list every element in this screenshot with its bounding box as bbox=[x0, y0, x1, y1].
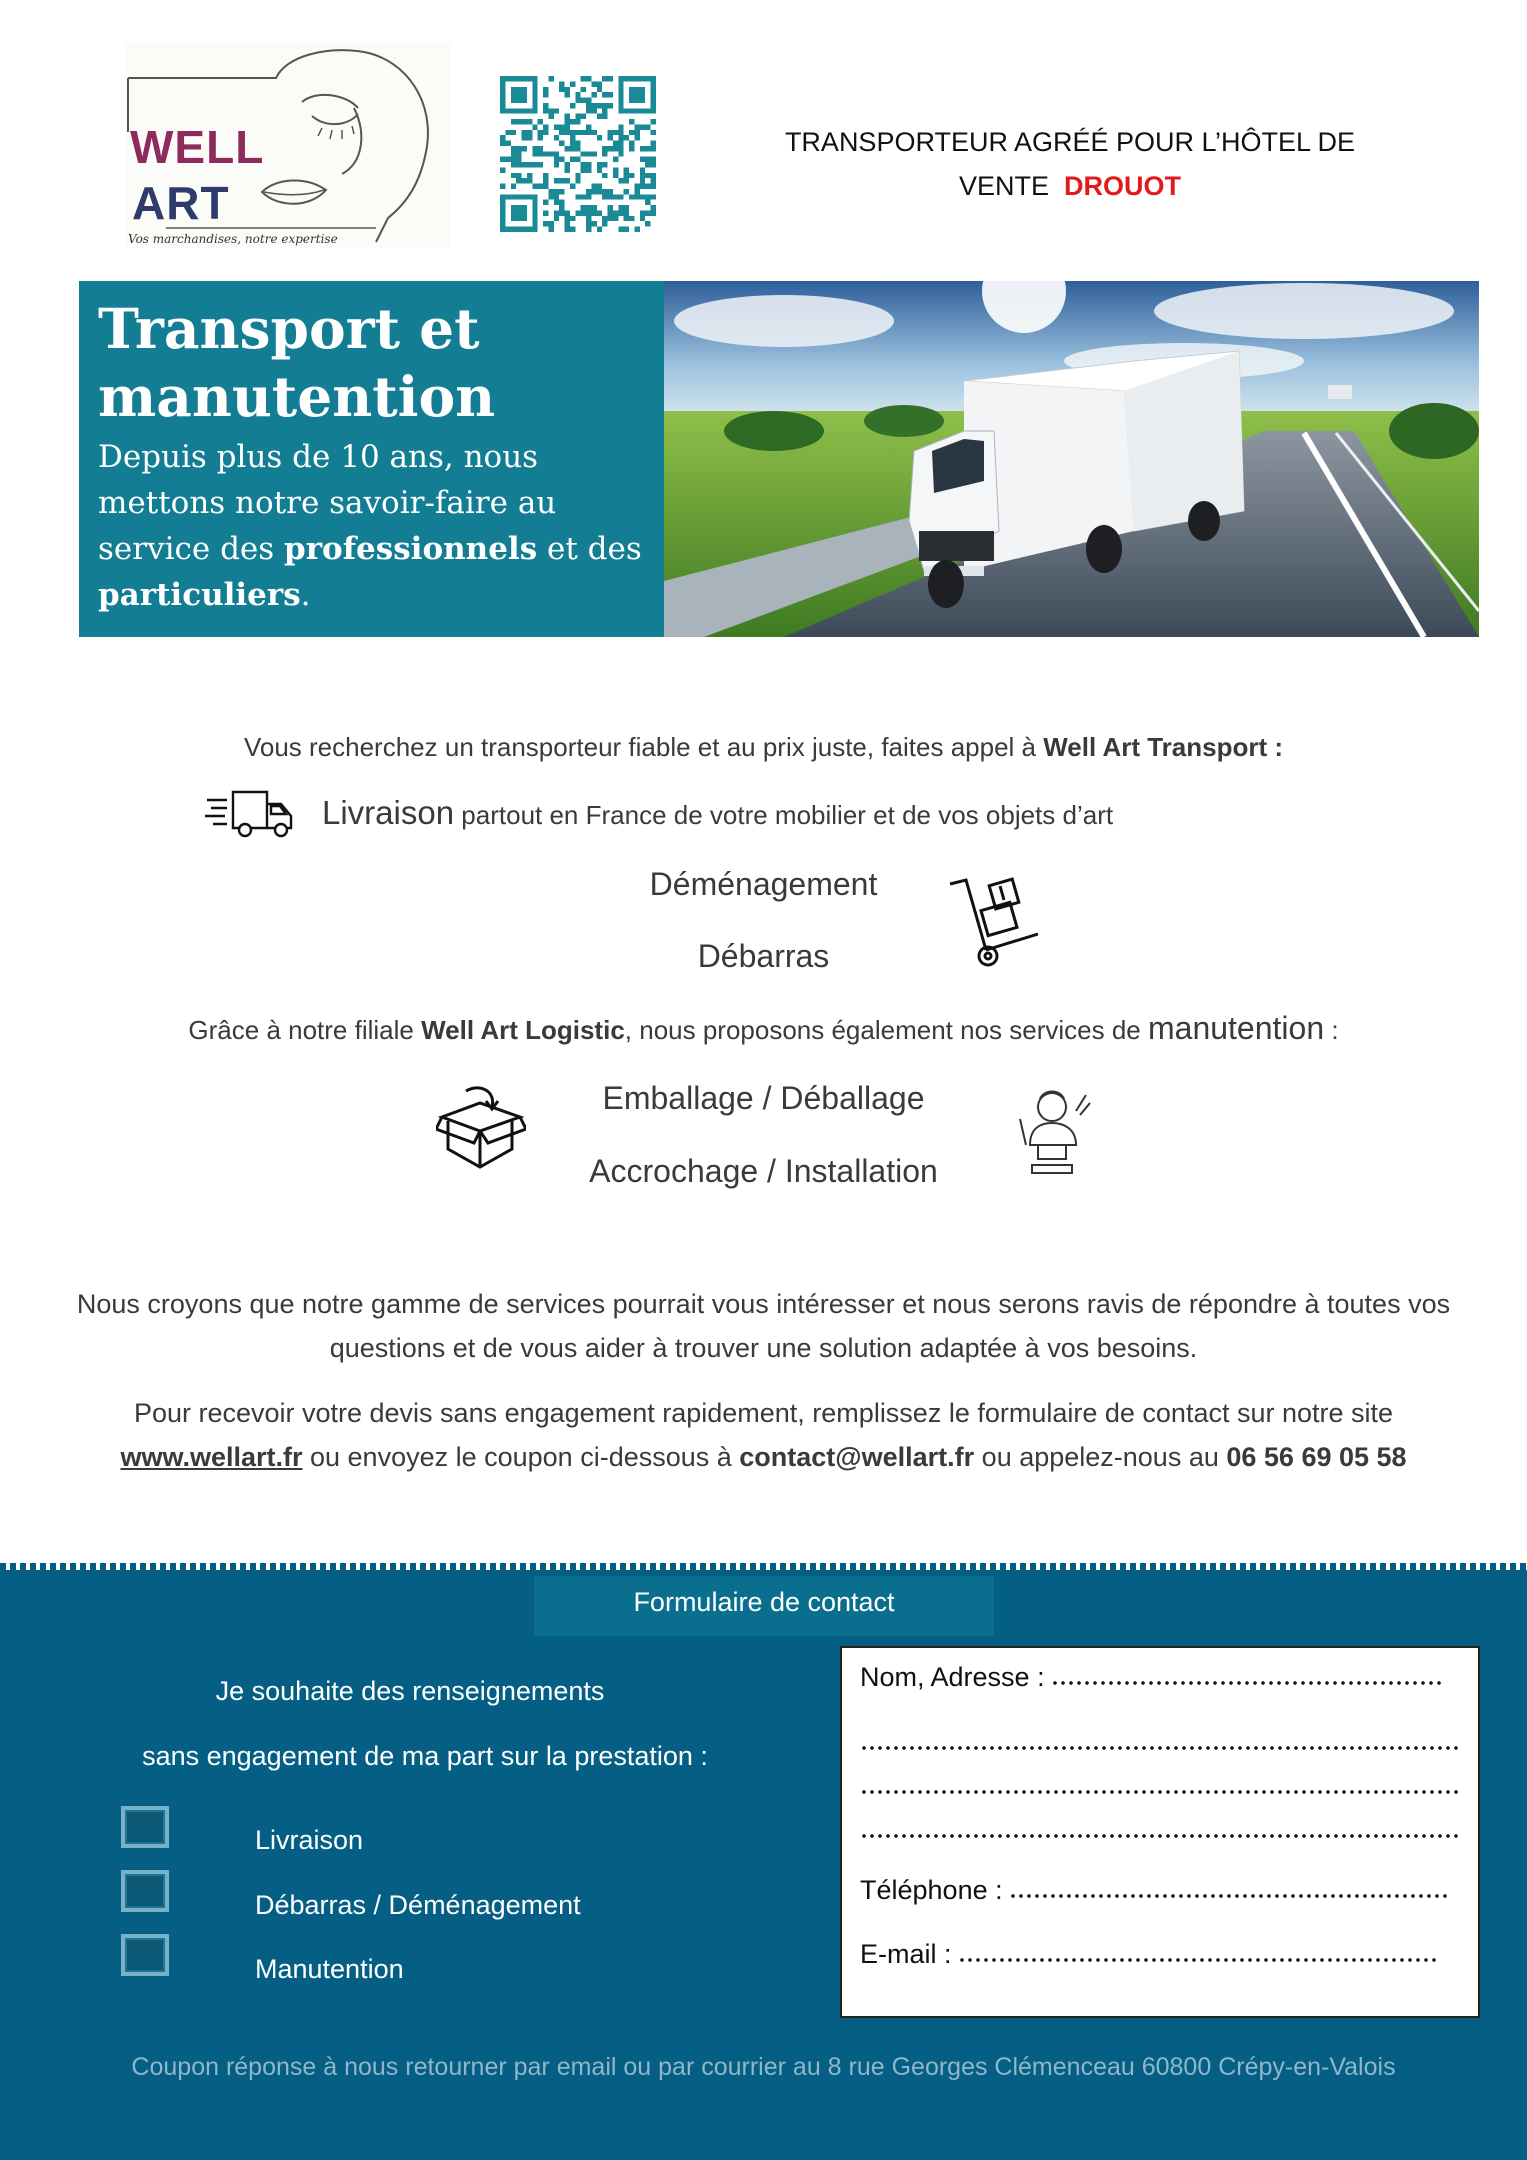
logistic-text-1: Grâce à notre filiale bbox=[188, 1015, 422, 1045]
intro-company-name: Well Art Transport : bbox=[1043, 732, 1284, 762]
name-address-dotted-line bbox=[1051, 1680, 1441, 1686]
logistic-subsidiary-text bbox=[0, 1010, 1527, 1047]
hero-panel bbox=[79, 281, 664, 637]
agreement-banner bbox=[740, 120, 1400, 208]
delivery-title: Livraison bbox=[322, 794, 455, 831]
hero-desc-period: . bbox=[300, 577, 311, 613]
hero-desc-professionals: professionnels bbox=[284, 531, 538, 567]
name-address-label: Nom, Adresse : bbox=[860, 1662, 1045, 1692]
email-field[interactable] bbox=[860, 1939, 1460, 1970]
agreement-line-1: TRANSPORTEUR AGRÉÉ POUR L’HÔTEL DE bbox=[784, 127, 1356, 157]
hand-trolley-icon bbox=[942, 876, 1050, 976]
hero-desc-text-2: et des bbox=[537, 531, 642, 567]
delivery-service-line bbox=[322, 794, 1113, 832]
hero-desc-individuals: particuliers bbox=[98, 577, 301, 613]
website-link[interactable]: www.wellart.fr bbox=[120, 1442, 303, 1472]
phone-label: Téléphone : bbox=[860, 1875, 1003, 1905]
form-title-tab: Formulaire de contact bbox=[534, 1576, 994, 1636]
quote-text-2: ou envoyez le coupon ci-dessous à bbox=[302, 1442, 740, 1472]
hero-truck-image bbox=[664, 281, 1479, 637]
delivery-truck-icon bbox=[205, 784, 297, 844]
hero-title: Transport et manutention bbox=[98, 296, 496, 429]
hero-description bbox=[98, 434, 658, 618]
agreement-prefix: VENTE bbox=[958, 171, 1049, 201]
contact-details-box bbox=[840, 1646, 1480, 2018]
intro-text bbox=[0, 732, 1527, 763]
email-label: E-mail : bbox=[860, 1939, 952, 1969]
email-dotted-line bbox=[958, 1957, 1438, 1963]
well-art-logo bbox=[126, 42, 450, 248]
closing-paragraph: Nous croyons que notre gamme de services pourrait vous intéresser et nous serons ravis de répondre à toutes vos questions et de vous aider à trouver une solution adaptée à vos besoins. bbox=[76, 1289, 1451, 1363]
logo-word-well: WELL bbox=[130, 121, 265, 173]
logistic-company-name: Well Art Logistic bbox=[421, 1015, 625, 1045]
address-dotted-line-1[interactable] bbox=[860, 1744, 1460, 1752]
address-dotted-line-3[interactable] bbox=[860, 1832, 1460, 1840]
name-address-field[interactable] bbox=[860, 1662, 1460, 1693]
quote-request-paragraph bbox=[40, 1391, 1487, 1479]
quote-text-3: ou appelez-nous au bbox=[974, 1442, 1227, 1472]
address-dotted-line-2[interactable] bbox=[860, 1788, 1460, 1796]
option-label-manutention: Manutention bbox=[255, 1954, 404, 1984]
phone-dotted-line bbox=[1009, 1893, 1449, 1899]
option-label-debarras: Débarras / Déménagement bbox=[255, 1890, 581, 1920]
logo-word-art: ART bbox=[132, 177, 230, 229]
coupon-cut-line bbox=[0, 1563, 1527, 1570]
phone-number[interactable]: 06 56 69 05 58 bbox=[1226, 1442, 1407, 1472]
logistic-text-2: , nous proposons également nos services de bbox=[624, 1015, 1148, 1045]
clearance-service: Débarras bbox=[697, 938, 830, 974]
phone-field[interactable] bbox=[860, 1875, 1460, 1906]
email-address[interactable]: contact@wellart.fr bbox=[739, 1442, 975, 1472]
request-line-2: sans engagement de ma part sur la prestation : bbox=[142, 1741, 708, 1771]
option-label-livraison: Livraison bbox=[255, 1825, 364, 1855]
packing-service: Emballage / Déballage bbox=[602, 1080, 925, 1116]
logistic-colon: : bbox=[1324, 1015, 1339, 1045]
drouot-highlight: DROUOT bbox=[1064, 171, 1182, 201]
checkbox-manutention[interactable] bbox=[121, 1934, 169, 1976]
checkbox-debarras-demenagement[interactable] bbox=[121, 1870, 169, 1912]
hero-desc-text: Depuis plus de 10 ans, nous mettons notre savoir-faire au service des bbox=[98, 439, 557, 567]
quote-text-1: Pour recevoir votre devis sans engagement rapidement, remplissez le formulaire de contact sur notre site bbox=[133, 1398, 1394, 1428]
intro-text-main: Vous recherchez un transporteur fiable et au prix juste, faites appel à bbox=[243, 732, 1044, 762]
delivery-description: partout en France de votre mobilier et de vos objets d’art bbox=[454, 800, 1114, 830]
checkbox-livraison[interactable] bbox=[121, 1806, 169, 1848]
moving-service: Déménagement bbox=[649, 866, 878, 902]
bust-statue-icon bbox=[1014, 1085, 1092, 1181]
logo-tagline: Vos marchandises, notre expertise bbox=[128, 232, 338, 246]
hanging-service: Accrochage / Installation bbox=[589, 1153, 938, 1189]
agreement-line-2 bbox=[740, 164, 1400, 208]
handling-word: manutention bbox=[1147, 1010, 1325, 1046]
coupon-return-note: Coupon réponse à nous retourner par email ou par courrier au 8 rue Georges Clémenceau 60800 Crépy-en-Valois bbox=[131, 2053, 1396, 2081]
request-line-1: Je souhaite des renseignements bbox=[215, 1676, 605, 1706]
qr-code[interactable] bbox=[500, 76, 656, 232]
